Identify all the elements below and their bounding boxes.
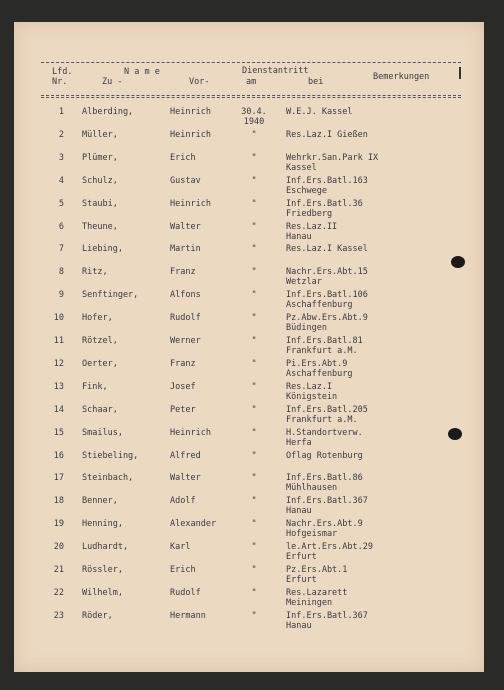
row-number: 15: [53, 427, 64, 438]
start-date-line1: ": [251, 313, 257, 324]
unit-line1: Inf.Ers.Batl.81: [286, 336, 363, 346]
start-date-line1: ": [251, 221, 257, 232]
table-row: [14, 428, 484, 452]
assigned-unit: [286, 359, 353, 379]
table-row: [14, 222, 484, 246]
first-name: Alexander: [170, 519, 217, 530]
unit-line1: Wehrkr.San.Park IX: [286, 152, 379, 163]
surname: Steinbach,: [82, 473, 134, 484]
unit-line2: Wetzlar: [286, 277, 322, 288]
start-date-line1: ": [251, 244, 257, 255]
start-date-line1: ": [251, 565, 257, 575]
unit-line1: Inf.Ers.Batl.36: [286, 198, 363, 209]
table-row: [14, 244, 484, 268]
assigned-unit: [286, 267, 368, 287]
assigned-unit: [286, 199, 363, 219]
start-date: [224, 496, 284, 506]
first-name: Walter: [170, 221, 201, 232]
row-number: 7: [58, 244, 64, 255]
start-date-line1: ": [251, 519, 257, 530]
unit-line2: Hanau: [286, 620, 312, 631]
row-number: 13: [53, 381, 64, 392]
table-row: [14, 611, 484, 635]
assigned-unit: [286, 473, 363, 493]
first-name: Gustav: [170, 175, 201, 186]
surname: Benner,: [82, 496, 118, 507]
margin-mark: [459, 67, 461, 79]
unit-line1: Res.Laz.I Gießen: [286, 129, 368, 140]
row-number: 10: [53, 313, 64, 324]
start-date: [224, 428, 284, 438]
row-number: 20: [53, 542, 64, 553]
start-date: [224, 153, 284, 163]
row-number: 9: [58, 290, 64, 301]
assigned-unit: [286, 519, 363, 539]
unit-line1: Res.Laz.II: [286, 221, 338, 232]
surname: Fink,: [82, 381, 108, 392]
start-date-line1: ": [251, 336, 257, 346]
unit-line2: Aschaffenburg: [286, 300, 353, 311]
table-row: [14, 473, 484, 497]
row-number: 16: [53, 450, 64, 461]
surname: Hofer,: [82, 313, 113, 324]
unit-line1: W.E.J. Kassel: [286, 107, 353, 117]
start-date: [224, 130, 284, 140]
first-name: Alfred: [170, 450, 201, 461]
surname: Stiebeling,: [82, 450, 139, 461]
start-date: [224, 519, 284, 529]
assigned-unit: [286, 542, 373, 562]
surname: Ritz,: [82, 267, 108, 278]
surname: Ludhardt,: [82, 542, 129, 553]
unit-line2: Erfurt: [286, 575, 317, 585]
start-date: [224, 565, 284, 575]
table-row: [14, 153, 484, 177]
unit-line2: Meiningen: [286, 597, 333, 608]
first-name: Alfons: [170, 290, 201, 301]
row-number: 6: [58, 221, 64, 232]
unit-line1: Pi.Ers.Abt.9: [286, 358, 348, 369]
assigned-unit: [286, 222, 337, 242]
unit-line1: Inf.Ers.Batl.86: [286, 473, 363, 484]
first-name: Josef: [170, 381, 196, 392]
header-bemerkungen: Bemerkungen: [373, 72, 430, 82]
assigned-unit: [286, 130, 368, 140]
start-date-line1: ": [251, 473, 257, 484]
assigned-unit: [286, 611, 368, 631]
surname: Senftinger,: [82, 290, 139, 301]
unit-line2: Friedberg: [286, 208, 333, 219]
unit-line1: le.Art.Ers.Abt.29: [286, 542, 373, 553]
first-name: Martin: [170, 244, 201, 255]
start-date-line1: ": [251, 404, 257, 415]
surname: Plümer,: [82, 152, 118, 163]
table-row: [14, 451, 484, 475]
surname: Schaar,: [82, 404, 118, 415]
header-name: N a m e: [124, 67, 160, 77]
row-number: 23: [53, 610, 64, 621]
assigned-unit: [286, 244, 368, 254]
start-date: [224, 611, 284, 621]
unit-line1: Inf.Ers.Batl.205: [286, 404, 368, 415]
row-number: 2: [58, 129, 64, 140]
start-date-line1: ": [251, 610, 257, 621]
assigned-unit: [286, 313, 368, 333]
start-date-line1: ": [251, 587, 257, 598]
unit-line1: Nachr.Ers.Abt.15: [286, 267, 368, 278]
first-name: Heinrich: [170, 107, 211, 117]
row-number: 11: [53, 336, 64, 346]
assigned-unit: [286, 176, 368, 196]
unit-line2: Hanau: [286, 506, 312, 517]
unit-line2: Hanau: [286, 231, 312, 242]
unit-line1: Res.Laz.I Kassel: [286, 244, 368, 255]
unit-line2: Mühlhausen: [286, 483, 338, 494]
surname: Müller,: [82, 129, 118, 140]
start-date-line1: ": [251, 175, 257, 186]
first-name: Franz: [170, 358, 196, 369]
table-row: [14, 176, 484, 200]
first-name: Rudolf: [170, 313, 201, 324]
start-date: [224, 222, 284, 232]
first-name: Erich: [170, 565, 196, 575]
first-name: Peter: [170, 404, 196, 415]
table-row: [14, 359, 484, 383]
unit-line1: Inf.Ers.Batl.367: [286, 496, 368, 507]
assigned-unit: [286, 588, 347, 608]
header-rule-double: [41, 97, 461, 98]
assigned-unit: [286, 405, 368, 425]
row-number: 14: [53, 404, 64, 415]
table-row: [14, 290, 484, 314]
start-date: [224, 451, 284, 461]
surname: Liebing,: [82, 244, 123, 255]
unit-line2: Erfurt: [286, 552, 317, 563]
surname: Henning,: [82, 519, 123, 530]
row-number: 18: [53, 496, 64, 507]
assigned-unit: [286, 496, 368, 516]
start-date: [224, 382, 284, 392]
start-date-line1: ": [251, 290, 257, 301]
start-date: [224, 405, 284, 415]
unit-line1: H.Standortverw.: [286, 427, 363, 438]
header-lfd: Lfd.: [52, 67, 73, 77]
top-rule: [41, 62, 461, 63]
start-date-line1: ": [251, 129, 257, 140]
unit-line2: Frankfurt a.M.: [286, 346, 358, 356]
start-date-line1: ": [251, 381, 257, 392]
row-number: 17: [53, 473, 64, 484]
start-date: [224, 107, 284, 127]
row-number: 3: [58, 152, 64, 163]
start-date-line1: ": [251, 427, 257, 438]
table-row: [14, 496, 484, 520]
start-date: [224, 542, 284, 552]
start-date: [224, 244, 284, 254]
unit-line1: Pz.Abw.Ers.Abt.9: [286, 313, 368, 324]
header-am: am: [246, 77, 257, 87]
surname: Schulz,: [82, 175, 118, 186]
first-name: Adolf: [170, 496, 196, 507]
start-date-line2: 1940: [243, 117, 265, 127]
start-date: [224, 267, 284, 277]
assigned-unit: [286, 451, 363, 461]
assigned-unit: [286, 153, 378, 173]
header-dienstantritt: Dienstantritt: [242, 66, 309, 76]
table-row: [14, 336, 484, 360]
table-row: [14, 588, 484, 612]
unit-line2: Büdingen: [286, 323, 327, 334]
start-date: [224, 588, 284, 598]
unit-line1: Res.Lazarett: [286, 587, 348, 598]
surname: Rössler,: [82, 565, 123, 575]
table-row: [14, 199, 484, 223]
row-number: 8: [58, 267, 64, 278]
assigned-unit: [286, 107, 353, 117]
start-date: [224, 199, 284, 209]
start-date-line1: ": [251, 198, 257, 209]
table-row: [14, 130, 484, 154]
unit-line2: Herfa: [286, 437, 312, 448]
first-name: Heinrich: [170, 198, 211, 209]
row-number: 12: [53, 358, 64, 369]
surname: Alberding,: [82, 107, 134, 117]
assigned-unit: [286, 382, 337, 402]
surname: Wilhelm,: [82, 587, 123, 598]
header-zu: Zu -: [102, 77, 123, 87]
assigned-unit: [286, 565, 347, 585]
surname: Staubi,: [82, 198, 118, 209]
assigned-unit: [286, 336, 363, 356]
row-number: 21: [53, 565, 64, 575]
document-page: [14, 22, 484, 672]
unit-line1: Res.Laz.I: [286, 381, 333, 392]
first-name: Karl: [170, 542, 191, 553]
table-row: [14, 107, 484, 131]
unit-line2: Königstein: [286, 391, 338, 402]
first-name: Hermann: [170, 610, 206, 621]
unit-line1: Nachr.Ers.Abt.9: [286, 519, 363, 530]
first-name: Heinrich: [170, 129, 211, 140]
header-nr: Nr.: [52, 77, 68, 87]
table-row: [14, 542, 484, 566]
surname: Theune,: [82, 221, 118, 232]
unit-line1: Inf.Ers.Batl.106: [286, 290, 368, 301]
surname: Smailus,: [82, 427, 123, 438]
unit-line2: Frankfurt a.M.: [286, 414, 358, 425]
unit-line1: Inf.Ers.Batl.367: [286, 610, 368, 621]
start-date: [224, 313, 284, 323]
start-date-line1: ": [251, 358, 257, 369]
row-number: 1: [58, 107, 64, 117]
start-date-line1: ": [251, 450, 257, 461]
header-bei: bei: [308, 77, 324, 87]
start-date-line1: ": [251, 267, 257, 278]
unit-line2: Hofgeismar: [286, 529, 338, 540]
table-row: [14, 405, 484, 429]
surname: Röder,: [82, 610, 113, 621]
start-date: [224, 336, 284, 346]
unit-line2: Eschwege: [286, 185, 327, 196]
start-date-line1: ": [251, 496, 257, 507]
surname: Oerter,: [82, 358, 118, 369]
start-date-line1: ": [251, 152, 257, 163]
start-date: [224, 290, 284, 300]
assigned-unit: [286, 428, 363, 448]
punch-hole-bottom: [448, 428, 462, 440]
table-row: [14, 519, 484, 543]
first-name: Heinrich: [170, 427, 211, 438]
table-row: [14, 313, 484, 337]
first-name: Werner: [170, 336, 201, 346]
unit-line1: Pz.Ers.Abt.1: [286, 565, 348, 575]
header-vor: Vor-: [189, 77, 210, 87]
table-row: [14, 382, 484, 406]
start-date: [224, 359, 284, 369]
first-name: Rudolf: [170, 587, 201, 598]
row-number: 22: [53, 587, 64, 598]
start-date: [224, 176, 284, 186]
table-row: [14, 565, 484, 589]
first-name: Franz: [170, 267, 196, 278]
unit-line1: Inf.Ers.Batl.163: [286, 175, 368, 186]
first-name: Erich: [170, 152, 196, 163]
unit-line1: Oflag Rotenburg: [286, 450, 363, 461]
unit-line2: Kassel: [286, 162, 317, 173]
punch-hole-top: [451, 256, 465, 268]
start-date-line1: 30.4.: [241, 107, 267, 117]
row-number: 19: [53, 519, 64, 530]
table-row: [14, 267, 484, 291]
row-number: 4: [58, 175, 64, 186]
unit-line2: Aschaffenburg: [286, 368, 353, 379]
start-date: [224, 473, 284, 483]
first-name: Walter: [170, 473, 201, 484]
surname: Rötzel,: [82, 336, 118, 346]
header-rule: [41, 95, 461, 96]
row-number: 5: [58, 198, 64, 209]
start-date-line1: ": [251, 542, 257, 553]
assigned-unit: [286, 290, 368, 310]
